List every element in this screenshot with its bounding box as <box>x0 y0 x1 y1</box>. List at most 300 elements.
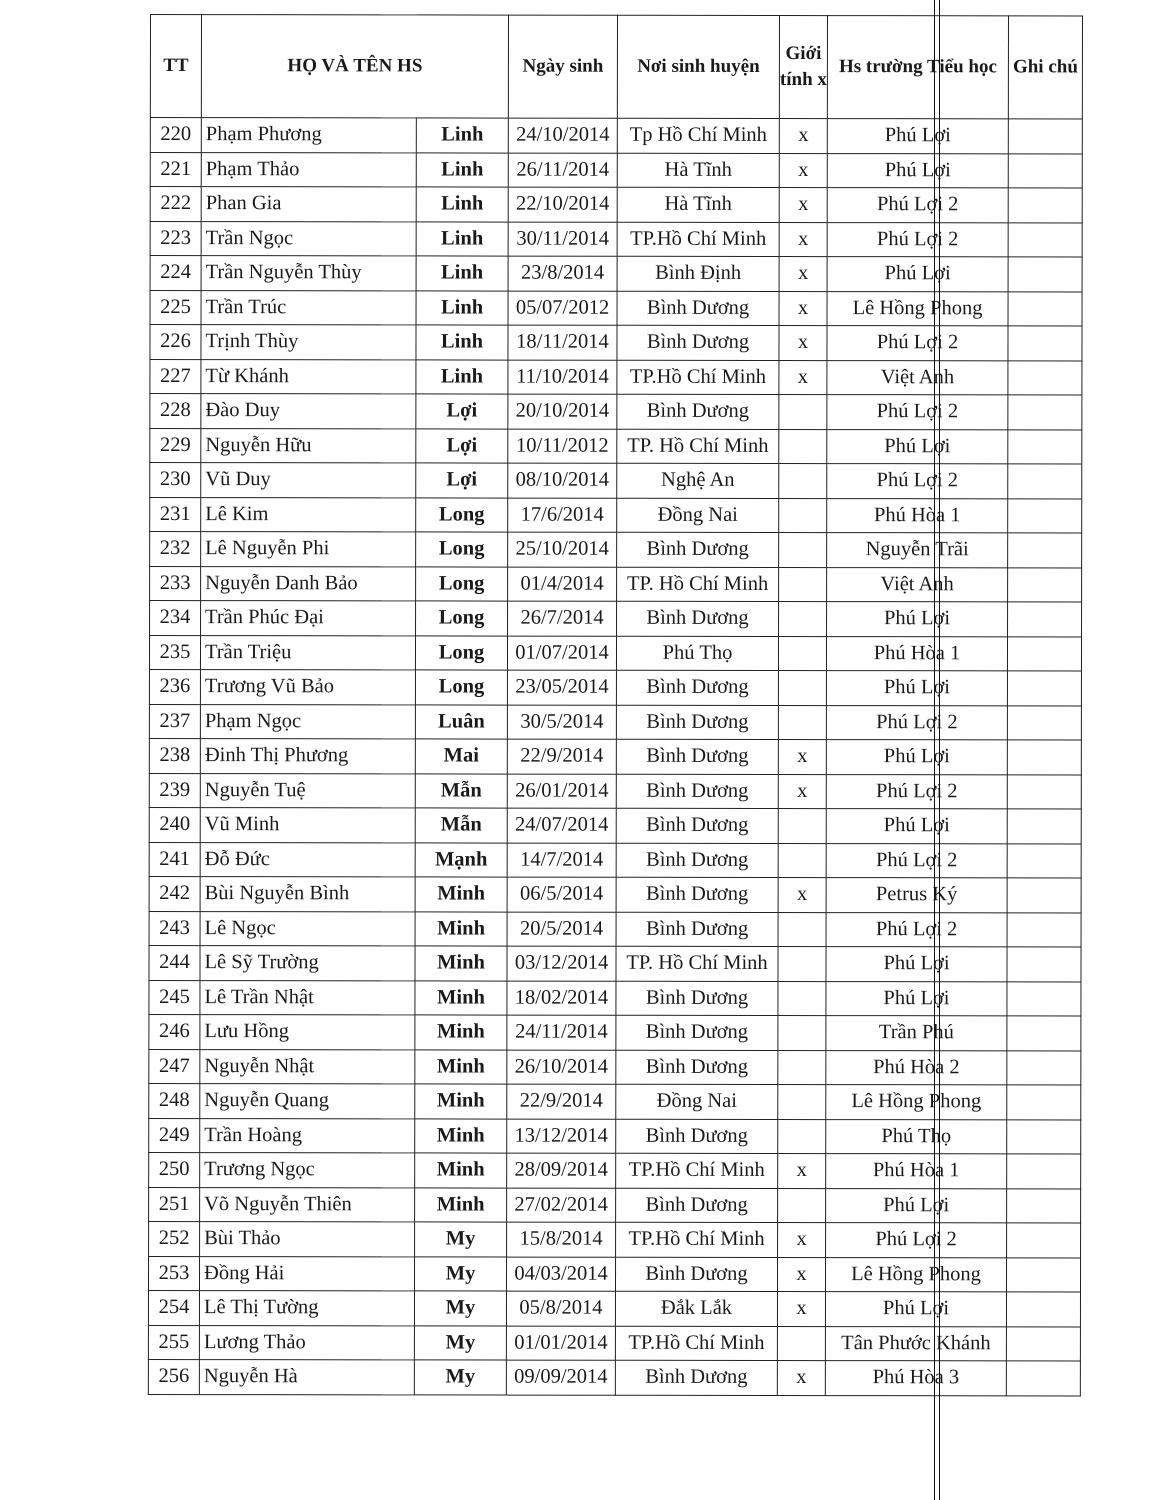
cell-dob: 23/05/2014 <box>507 670 616 705</box>
cell-school: Phú Lợi 2 <box>827 395 1008 430</box>
cell-school: Phú Lợi <box>825 1292 1006 1327</box>
cell-tt: 256 <box>148 1359 199 1394</box>
cell-dob: 05/8/2014 <box>506 1291 615 1326</box>
cell-given-name: Long <box>415 670 507 705</box>
cell-school: Tân Phước Khánh <box>825 1326 1006 1361</box>
cell-note <box>1007 774 1081 809</box>
cell-gender <box>778 981 826 1016</box>
cell-school: Lê Hồng Phong <box>826 1257 1007 1292</box>
cell-given-name: My <box>414 1325 506 1360</box>
cell-birthplace: Hà Tĩnh <box>617 153 779 188</box>
cell-gender: x <box>778 774 826 809</box>
table-row <box>150 256 1082 292</box>
cell-school: Trần Phú <box>826 1016 1007 1051</box>
cell-dob: 05/07/2012 <box>508 291 617 326</box>
scan-line-left <box>934 0 935 1500</box>
cell-tt: 245 <box>149 980 200 1015</box>
cell-school: Phú Lợi <box>827 257 1008 292</box>
table-row <box>149 842 1081 878</box>
cell-tt: 243 <box>149 911 200 946</box>
cell-note <box>1008 291 1082 326</box>
cell-tt: 226 <box>150 325 201 360</box>
cell-school: Phú Lợi 2 <box>827 326 1008 361</box>
cell-note <box>1007 912 1081 947</box>
cell-note <box>1007 1188 1081 1223</box>
cell-dob: 24/10/2014 <box>508 118 617 153</box>
cell-given-name: Linh <box>416 256 508 291</box>
cell-dob: 28/09/2014 <box>507 1153 616 1188</box>
cell-dob: 09/09/2014 <box>506 1360 615 1395</box>
cell-dob: 27/02/2014 <box>507 1188 616 1223</box>
cell-surname: Trần Nguyễn Thùy <box>201 256 416 291</box>
cell-tt: 253 <box>148 1256 199 1291</box>
cell-gender: x <box>778 1153 826 1188</box>
cell-gender <box>779 567 827 602</box>
cell-gender: x <box>779 118 827 153</box>
table-row <box>149 1152 1081 1188</box>
table-body <box>148 118 1082 1396</box>
cell-dob: 11/10/2014 <box>508 360 617 395</box>
cell-school: Phú Thọ <box>826 1119 1007 1154</box>
cell-school: Phú Hòa 1 <box>826 636 1007 671</box>
cell-dob: 14/7/2014 <box>507 843 616 878</box>
cell-surname: Lê Nguyễn Phi <box>201 532 416 567</box>
cell-gender: x <box>779 153 827 188</box>
cell-given-name: Minh <box>415 911 507 946</box>
cell-dob: 22/10/2014 <box>508 187 617 222</box>
cell-tt: 232 <box>150 532 201 567</box>
cell-surname: Đào Duy <box>201 394 416 429</box>
cell-given-name: Minh <box>415 1118 507 1153</box>
cell-surname: Nguyễn Tuệ <box>200 773 415 808</box>
header-name: HỌ VÀ TÊN HS <box>201 15 508 118</box>
cell-gender: x <box>778 877 826 912</box>
cell-given-name: Linh <box>416 118 508 153</box>
cell-birthplace: Bình Dương <box>616 843 778 878</box>
cell-surname: Lê Trần Nhật <box>200 980 415 1015</box>
cell-school: Petrus Ký <box>826 878 1007 913</box>
cell-birthplace: Bình Dương <box>617 532 779 567</box>
table-row <box>149 807 1081 843</box>
table-row <box>149 1049 1081 1085</box>
cell-given-name: My <box>414 1360 506 1395</box>
header-tt: TT <box>150 15 201 118</box>
cell-tt: 227 <box>150 359 201 394</box>
cell-given-name: Linh <box>416 152 508 187</box>
cell-school: Phú Lợi <box>826 1188 1007 1223</box>
cell-note <box>1007 1016 1081 1051</box>
cell-surname: Nguyễn Nhật <box>200 1049 415 1084</box>
cell-school: Phú Lợi <box>826 740 1007 775</box>
cell-gender: x <box>779 291 827 326</box>
cell-gender <box>779 394 827 429</box>
cell-tt: 236 <box>149 670 200 705</box>
cell-note <box>1007 809 1081 844</box>
cell-surname: Lê Thị Tường <box>199 1291 414 1326</box>
cell-given-name: Minh <box>415 877 507 912</box>
cell-tt: 246 <box>149 1014 200 1049</box>
cell-tt: 223 <box>150 221 201 256</box>
cell-dob: 22/9/2014 <box>507 739 616 774</box>
cell-tt: 244 <box>149 945 200 980</box>
cell-birthplace: TP.Hồ Chí Minh <box>617 222 779 257</box>
cell-school: Phú Lợi 2 <box>826 705 1007 740</box>
cell-birthplace: Đắk Lắk <box>615 1291 777 1326</box>
cell-school: Việt Anh <box>827 360 1008 395</box>
cell-birthplace: Bình Định <box>617 256 779 291</box>
cell-gender <box>777 1326 825 1361</box>
cell-given-name: Long <box>416 601 508 636</box>
cell-birthplace: Bình Dương <box>616 877 778 912</box>
table-row <box>150 463 1082 499</box>
cell-gender: x <box>779 256 827 291</box>
cell-birthplace: Hà Tĩnh <box>617 187 779 222</box>
cell-given-name: Minh <box>415 946 507 981</box>
table-row <box>150 359 1082 395</box>
header-school: Hs trường Tiểu học <box>827 16 1008 119</box>
cell-birthplace: Bình Dương <box>617 394 779 429</box>
cell-gender <box>778 1119 826 1154</box>
cell-tt: 249 <box>149 1118 200 1153</box>
table-row <box>148 1290 1080 1326</box>
cell-gender <box>778 1015 826 1050</box>
table-row <box>149 1118 1081 1154</box>
cell-given-name: My <box>415 1222 507 1257</box>
cell-birthplace: Bình Dương <box>617 291 779 326</box>
cell-school: Phú Lợi 2 <box>827 188 1008 223</box>
cell-school: Phú Lợi 2 <box>826 1223 1007 1258</box>
cell-gender <box>778 843 826 878</box>
table-row <box>149 738 1081 774</box>
cell-gender: x <box>779 360 827 395</box>
table-row <box>149 911 1081 947</box>
cell-gender <box>779 532 827 567</box>
table-row <box>150 497 1082 533</box>
cell-surname: Phạm Ngọc <box>200 704 415 739</box>
cell-surname: Đồng Hải <box>199 1256 414 1291</box>
cell-birthplace: Bình Dương <box>616 774 778 809</box>
cell-note <box>1008 602 1082 637</box>
cell-tt: 242 <box>149 876 200 911</box>
cell-gender <box>778 670 826 705</box>
cell-given-name: Lợi <box>416 394 508 429</box>
cell-tt: 222 <box>150 187 201 222</box>
cell-note <box>1007 878 1081 913</box>
header-gender: Giới tính x <box>779 15 827 118</box>
cell-given-name: Minh <box>415 980 507 1015</box>
cell-note <box>1007 705 1081 740</box>
table-row <box>149 635 1081 671</box>
cell-school: Phú Lợi 2 <box>827 222 1008 257</box>
cell-tt: 234 <box>150 601 201 636</box>
table-row <box>148 1256 1080 1292</box>
cell-tt: 235 <box>149 635 200 670</box>
cell-tt: 240 <box>149 807 200 842</box>
cell-note <box>1008 188 1082 223</box>
cell-surname: Trần Hoàng <box>200 1118 415 1153</box>
cell-given-name: Long <box>416 497 508 532</box>
cell-gender: x <box>778 1222 826 1257</box>
cell-tt: 229 <box>150 428 201 463</box>
cell-gender: x <box>779 325 827 360</box>
cell-surname: Đỗ Đức <box>200 842 415 877</box>
cell-gender: x <box>779 222 827 257</box>
cell-dob: 23/8/2014 <box>508 256 617 291</box>
cell-school: Phú Lợi 2 <box>826 843 1007 878</box>
table-row <box>150 221 1082 257</box>
cell-school: Việt Anh <box>827 567 1008 602</box>
cell-given-name: Mẫn <box>415 773 507 808</box>
cell-dob: 08/10/2014 <box>508 463 617 498</box>
cell-school: Phú Hòa 1 <box>826 1154 1007 1189</box>
cell-dob: 30/11/2014 <box>508 222 617 257</box>
cell-surname: Lương Thảo <box>199 1325 414 1360</box>
cell-school: Phú Lợi <box>827 119 1008 154</box>
cell-tt: 254 <box>148 1290 199 1325</box>
cell-gender <box>778 1084 826 1119</box>
cell-school: Phú Lợi <box>826 947 1007 982</box>
cell-given-name: My <box>414 1291 506 1326</box>
cell-tt: 252 <box>149 1221 200 1256</box>
cell-given-name: Minh <box>415 1084 507 1119</box>
cell-school: Lê Hồng Phong <box>826 1085 1007 1120</box>
cell-birthplace: Đồng Nai <box>616 1084 778 1119</box>
cell-gender <box>779 601 827 636</box>
cell-note <box>1007 1223 1081 1258</box>
cell-surname: Lê Ngọc <box>200 911 415 946</box>
cell-surname: Trương Vũ Bảo <box>200 670 415 705</box>
cell-surname: Trần Phúc Đại <box>201 601 416 636</box>
cell-note <box>1007 1154 1081 1189</box>
cell-dob: 18/02/2014 <box>507 981 616 1016</box>
cell-surname: Vũ Duy <box>201 463 416 498</box>
cell-dob: 18/11/2014 <box>508 325 617 360</box>
cell-dob: 01/01/2014 <box>506 1326 615 1361</box>
cell-given-name: Linh <box>416 187 508 222</box>
cell-school: Phú Hòa 1 <box>827 498 1008 533</box>
cell-surname: Trịnh Thùy <box>201 325 416 360</box>
cell-birthplace: Bình Dương <box>616 808 778 843</box>
table-row <box>149 773 1081 809</box>
cell-school: Phú Lợi 2 <box>826 774 1007 809</box>
cell-dob: 01/4/2014 <box>508 567 617 602</box>
table-row <box>150 152 1082 188</box>
cell-gender <box>778 946 826 981</box>
cell-surname: Phan Gia <box>201 187 416 222</box>
cell-note <box>1008 326 1082 361</box>
cell-dob: 24/11/2014 <box>507 1015 616 1050</box>
table-row <box>148 1359 1080 1395</box>
cell-surname: Lê Sỹ Trường <box>200 946 415 981</box>
cell-given-name: Long <box>416 566 508 601</box>
cell-dob: 04/03/2014 <box>507 1257 616 1292</box>
cell-gender <box>778 808 826 843</box>
cell-note <box>1008 395 1082 430</box>
cell-given-name: Linh <box>416 325 508 360</box>
cell-given-name: Minh <box>415 1187 507 1222</box>
cell-school: Phú Hòa 3 <box>825 1361 1006 1396</box>
cell-surname: Trần Ngọc <box>201 221 416 256</box>
cell-school: Phú Lợi <box>826 809 1007 844</box>
cell-surname: Lê Kim <box>201 497 416 532</box>
header-dob: Ngày sinh <box>508 15 617 118</box>
cell-tt: 241 <box>149 842 200 877</box>
cell-given-name: Linh <box>416 221 508 256</box>
cell-surname: Bùi Nguyễn Bình <box>200 877 415 912</box>
cell-birthplace: Bình Dương <box>617 601 779 636</box>
table-row <box>149 945 1081 981</box>
header-row <box>150 15 1082 119</box>
cell-given-name: Linh <box>416 290 508 325</box>
cell-note <box>1006 1326 1080 1361</box>
cell-note <box>1006 1361 1080 1396</box>
cell-note <box>1007 636 1081 671</box>
cell-birthplace: TP. Hồ Chí Minh <box>616 946 778 981</box>
cell-given-name: Minh <box>415 1015 507 1050</box>
table-row <box>149 876 1081 912</box>
cell-birthplace: TP.Hồ Chí Minh <box>616 1153 778 1188</box>
cell-dob: 10/11/2012 <box>508 429 617 464</box>
cell-dob: 01/07/2014 <box>507 636 616 671</box>
cell-birthplace: Bình Dương <box>616 670 778 705</box>
cell-note <box>1008 464 1082 499</box>
cell-note <box>1008 222 1082 257</box>
cell-birthplace: Bình Dương <box>616 981 778 1016</box>
cell-tt: 225 <box>150 290 201 325</box>
table-row <box>149 1083 1081 1119</box>
cell-surname: Nguyễn Quang <box>200 1084 415 1119</box>
cell-birthplace: TP. Hồ Chí Minh <box>617 567 779 602</box>
cell-gender: x <box>779 187 827 222</box>
table-row <box>149 1014 1081 1050</box>
cell-note <box>1007 740 1081 775</box>
cell-given-name: Minh <box>415 1153 507 1188</box>
cell-tt: 239 <box>149 773 200 808</box>
cell-school: Phú Lợi 2 <box>826 912 1007 947</box>
cell-tt: 221 <box>150 152 201 187</box>
cell-school: Phú Lợi <box>826 671 1007 706</box>
cell-gender <box>778 1050 826 1085</box>
cell-school: Phú Hòa 2 <box>826 1050 1007 1085</box>
cell-surname: Vũ Minh <box>200 808 415 843</box>
cell-birthplace: Phú Thọ <box>616 636 778 671</box>
cell-tt: 248 <box>149 1083 200 1118</box>
cell-given-name: Lợi <box>416 428 508 463</box>
cell-birthplace: Tp Hồ Chí Minh <box>617 118 779 153</box>
cell-school: Lê Hồng Phong <box>827 291 1008 326</box>
cell-birthplace: Bình Dương <box>616 912 778 947</box>
cell-given-name: Long <box>415 635 507 670</box>
cell-gender <box>778 636 826 671</box>
cell-birthplace: Bình Dương <box>616 1050 778 1085</box>
cell-note <box>1007 843 1081 878</box>
cell-dob: 17/6/2014 <box>508 498 617 533</box>
cell-birthplace: Nghệ An <box>617 463 779 498</box>
cell-birthplace: Bình Dương <box>616 1015 778 1050</box>
table-row <box>150 428 1082 464</box>
cell-note <box>1008 533 1082 568</box>
cell-note <box>1007 1257 1081 1292</box>
cell-surname: Phạm Thảo <box>201 152 416 187</box>
cell-gender: x <box>778 739 826 774</box>
cell-note <box>1007 1119 1081 1154</box>
cell-tt: 233 <box>150 566 201 601</box>
cell-birthplace: Bình Dương <box>616 739 778 774</box>
cell-surname: Trần Triệu <box>200 635 415 670</box>
table-row <box>150 394 1082 430</box>
cell-tt: 247 <box>149 1049 200 1084</box>
cell-tt: 230 <box>150 463 201 498</box>
cell-note <box>1008 119 1082 154</box>
scan-line-right <box>939 0 940 1500</box>
cell-school: Phú Lợi <box>827 429 1008 464</box>
cell-birthplace: Bình Dương <box>616 705 778 740</box>
cell-gender <box>778 705 826 740</box>
table-row <box>150 325 1082 361</box>
cell-school: Phú Lợi <box>827 153 1008 188</box>
cell-note <box>1008 360 1082 395</box>
cell-birthplace: Bình Dương <box>616 1119 778 1154</box>
table-row <box>148 1325 1080 1361</box>
cell-dob: 30/5/2014 <box>507 705 616 740</box>
cell-dob: 20/5/2014 <box>507 912 616 947</box>
cell-note <box>1008 257 1082 292</box>
student-roster-table <box>148 14 1083 1396</box>
cell-dob: 26/01/2014 <box>507 774 616 809</box>
cell-gender <box>779 463 827 498</box>
cell-note <box>1007 1050 1081 1085</box>
cell-surname: Từ Khánh <box>201 359 416 394</box>
cell-given-name: Mạnh <box>415 842 507 877</box>
cell-gender: x <box>777 1291 825 1326</box>
cell-given-name: Linh <box>416 359 508 394</box>
cell-surname: Đinh Thị Phương <box>200 739 415 774</box>
cell-note <box>1008 498 1082 533</box>
cell-dob: 24/07/2014 <box>507 808 616 843</box>
cell-gender <box>778 912 826 947</box>
cell-gender: x <box>778 1257 826 1292</box>
cell-dob: 26/11/2014 <box>508 153 617 188</box>
cell-dob: 20/10/2014 <box>508 394 617 429</box>
table-row <box>149 1187 1081 1223</box>
cell-surname: Trần Trúc <box>201 290 416 325</box>
cell-dob: 06/5/2014 <box>507 877 616 912</box>
table-row <box>149 704 1081 740</box>
cell-school: Phú Lợi <box>826 981 1007 1016</box>
cell-birthplace: TP. Hồ Chí Minh <box>617 429 779 464</box>
cell-school: Phú Lợi <box>827 602 1008 637</box>
header-note: Ghi chú <box>1008 16 1082 119</box>
cell-note <box>1007 947 1081 982</box>
table-row <box>149 980 1081 1016</box>
cell-birthplace: Bình Dương <box>616 1188 778 1223</box>
cell-dob: 26/7/2014 <box>508 601 617 636</box>
cell-note <box>1007 981 1081 1016</box>
cell-dob: 15/8/2014 <box>507 1222 616 1257</box>
cell-tt: 251 <box>149 1187 200 1222</box>
cell-note <box>1008 567 1082 602</box>
cell-given-name: Lợi <box>416 463 508 498</box>
cell-note <box>1006 1292 1080 1327</box>
table-row <box>150 601 1082 637</box>
table-row <box>150 532 1082 568</box>
cell-tt: 224 <box>150 256 201 291</box>
cell-tt: 250 <box>149 1152 200 1187</box>
cell-given-name: Mẫn <box>415 808 507 843</box>
cell-surname: Nguyễn Hà <box>199 1360 414 1395</box>
cell-birthplace: TP.Hồ Chí Minh <box>616 1222 778 1257</box>
cell-note <box>1008 429 1082 464</box>
